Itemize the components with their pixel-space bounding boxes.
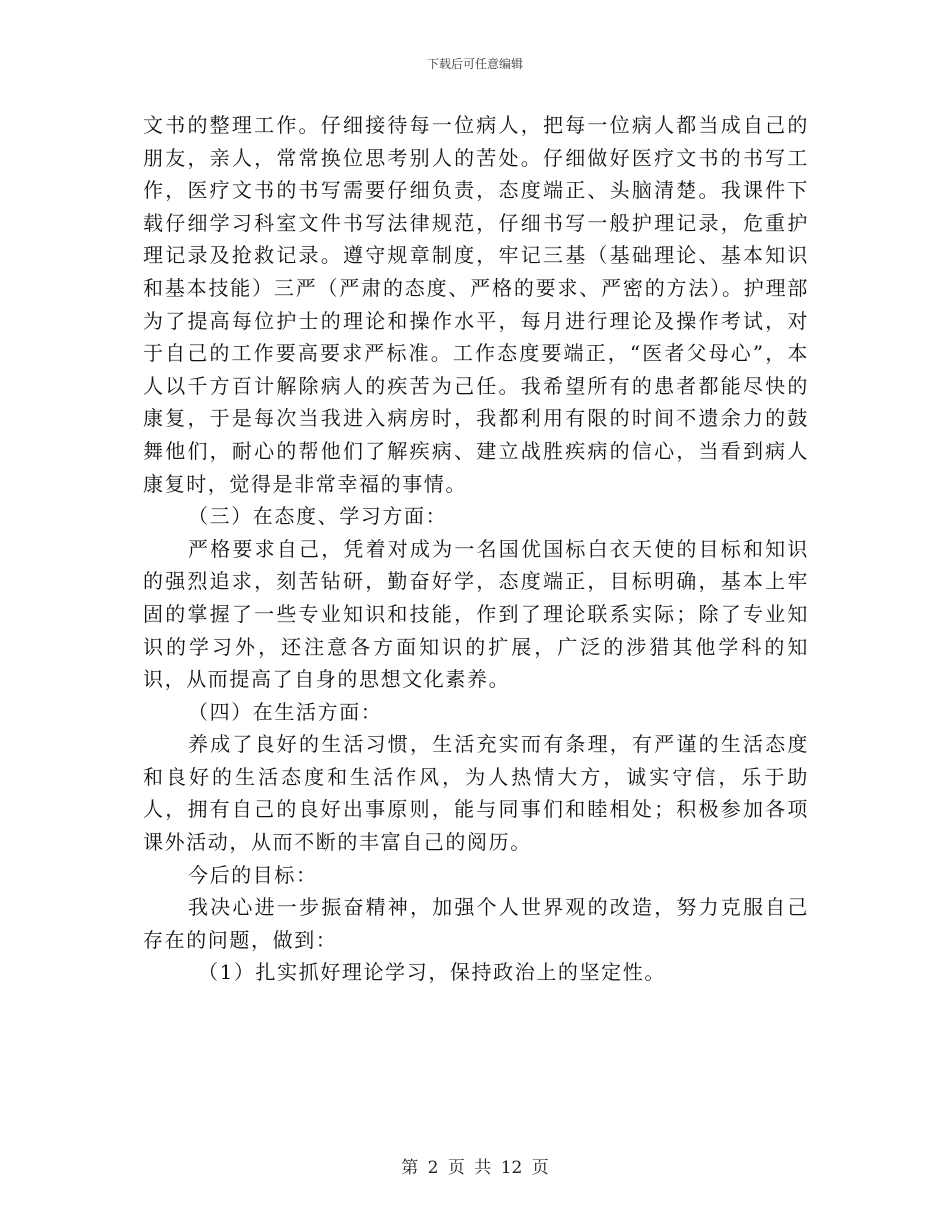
paragraph-work-duties: 文书的整理工作。仔细接待每一位病人，把每一位病人都当成自己的朋友，亲人，常常换位思考别人的苦处。仔细做好医疗文书的书写工作，医疗文书的书写需要仔细负责，态度端正、头脑清楚。我课件下载仔细学习科室文件书写法律规范，仔细书写一般护理记录，危重护理记录及抢救记录。遵守规章制度，牢记三基（基础理论、基本知识和基本技能）三严（严肃的态度、严格的要求、严密的方法）。护理部为了提高每位护士的理论和操作水平，每月进行理论及操作考试，对于自己的工作要高要求严标准。工作态度要端正，“医者父母心”，本人以千方百计解除病人的疾苦为己任。我希望所有的患者都能尽快的康复，于是每次当我进入病房时，我都利用有限的时间不遗余力的鼓舞他们，耐心的帮他们了解疾病、建立战胜疾病的信心，当看到病人康复时，觉得是非常幸福的事情。 — [143, 113, 809, 496]
section-heading-life: （四）在生活方面： — [188, 699, 383, 724]
page-footer: 第 2 页 共 12 页 — [401, 1158, 549, 1178]
document-body — [143, 109, 809, 989]
section-heading-future-goals: 今后的目标： — [188, 862, 318, 887]
section-heading-attitude-study: （三）在态度、学习方面： — [188, 504, 448, 529]
paragraph-life: 养成了良好的生活习惯，生活充实而有条理，有严谨的生活态度和良好的生活态度和生活作风，为人热情大方，诚实守信，乐于助人，拥有自己的良好出事原则，能与同事们和睦相处；积极参加各项课外活动，从而不断的丰富自己的阅历。 — [143, 732, 809, 855]
paragraph-future-goals: 我决心进一步振奋精神，加强个人世界观的改造，努力克服自己存在的问题，做到： — [143, 895, 809, 952]
page-header: 下载后可任意编辑 — [426, 57, 523, 71]
paragraph-attitude-study: 严格要求自己，凭着对成为一名国优国标白衣天使的目标和知识的强烈追求，刻苦钻研，勤奋好学，态度端正，目标明确，基本上牢固的掌握了一些专业知识和技能，作到了理论联系实际；除了专业知识的学习外，还注意各方面知识的扩展，广泛的涉猎其他学科的知识，从而提高了自身的思想文化素养。 — [143, 536, 809, 692]
goal-list-item-1: （1）扎实抓好理论学习，保持政治上的坚定性。 — [198, 960, 666, 985]
